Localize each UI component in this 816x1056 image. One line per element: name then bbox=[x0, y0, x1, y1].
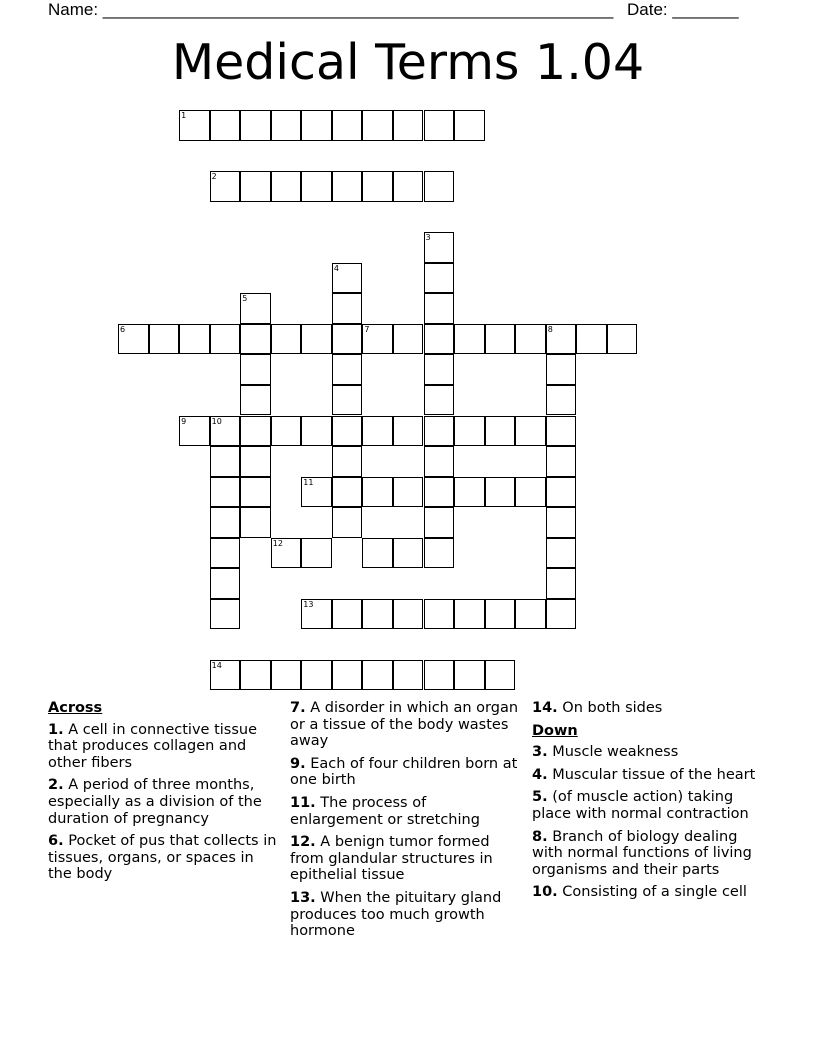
grid-cell[interactable] bbox=[332, 293, 363, 324]
grid-cell[interactable] bbox=[362, 477, 393, 508]
grid-cell[interactable] bbox=[240, 477, 271, 508]
down-clue-4 bbox=[532, 767, 772, 784]
grid-cell[interactable] bbox=[210, 599, 241, 630]
grid-cell[interactable] bbox=[179, 110, 210, 141]
grid-cell[interactable] bbox=[332, 660, 363, 691]
grid-cell[interactable] bbox=[485, 660, 516, 691]
grid-cell[interactable] bbox=[301, 110, 332, 141]
grid-cell[interactable] bbox=[271, 538, 302, 569]
grid-cell[interactable] bbox=[362, 110, 393, 141]
across-clue-9 bbox=[290, 756, 522, 789]
grid-cell[interactable] bbox=[271, 110, 302, 141]
grid-cell[interactable] bbox=[240, 171, 271, 202]
grid-cell[interactable] bbox=[515, 599, 546, 630]
down-clue-10 bbox=[532, 884, 772, 901]
grid-cell[interactable] bbox=[454, 660, 485, 691]
grid-cell[interactable] bbox=[393, 416, 424, 447]
across-clue-13 bbox=[290, 890, 522, 940]
grid-cell[interactable] bbox=[240, 110, 271, 141]
grid-cell[interactable] bbox=[424, 110, 455, 141]
cell-number: 9 bbox=[181, 416, 187, 426]
clue-number: 7. bbox=[290, 700, 306, 716]
grid-cell[interactable] bbox=[485, 477, 516, 508]
grid-cell[interactable] bbox=[271, 416, 302, 447]
across-clue-12 bbox=[290, 834, 522, 884]
grid-cell[interactable] bbox=[454, 416, 485, 447]
grid-cell[interactable] bbox=[515, 477, 546, 508]
grid-cell[interactable] bbox=[210, 110, 241, 141]
grid-cell[interactable] bbox=[485, 599, 516, 630]
across-clue-7 bbox=[290, 700, 522, 750]
across-clue-1 bbox=[48, 722, 280, 772]
cell-number: 13 bbox=[303, 599, 314, 609]
grid-cell[interactable] bbox=[210, 324, 241, 355]
grid-cell[interactable] bbox=[546, 599, 577, 630]
across-clue-6 bbox=[48, 833, 280, 883]
grid-cell[interactable] bbox=[271, 171, 302, 202]
clue-number: 5. bbox=[532, 789, 548, 806]
cell-number: 6 bbox=[120, 324, 126, 334]
grid-cell[interactable] bbox=[240, 416, 271, 447]
grid-cell[interactable] bbox=[210, 538, 241, 569]
grid-cell[interactable] bbox=[332, 354, 363, 385]
grid-cell[interactable] bbox=[393, 538, 424, 569]
clues-column-3 bbox=[532, 700, 772, 907]
clue-number: 11. bbox=[290, 794, 316, 811]
grid-cell[interactable] bbox=[210, 660, 241, 691]
cell-number: 3 bbox=[425, 233, 431, 243]
grid-cell[interactable] bbox=[393, 660, 424, 691]
clue-number: 14. bbox=[532, 700, 558, 716]
clue-number: 1. bbox=[48, 721, 64, 738]
clue-number: 13. bbox=[290, 889, 316, 906]
grid-cell[interactable] bbox=[301, 477, 332, 508]
clue-text: A disorder in which an organ or a tissue of the body wastes away bbox=[290, 700, 519, 750]
grid-cell[interactable] bbox=[424, 599, 455, 630]
clue-text: A period of three months, especially as a division of the duration of pregnancy bbox=[48, 777, 262, 827]
clue-text: (of muscle action) taking place with normal contraction bbox=[532, 789, 749, 822]
clue-number: 10. bbox=[532, 884, 558, 901]
cell-number: 12 bbox=[272, 538, 283, 548]
grid-cell[interactable] bbox=[546, 416, 577, 447]
grid-cell[interactable] bbox=[240, 385, 271, 416]
down-clue-5 bbox=[532, 789, 772, 822]
clue-text: When the pituitary gland produces too much growth hormone bbox=[290, 889, 502, 940]
grid-cell[interactable] bbox=[210, 446, 241, 477]
clue-text: Each of four children born at one birth bbox=[290, 755, 518, 789]
grid-cell[interactable] bbox=[393, 477, 424, 508]
clue-number: 4. bbox=[532, 766, 548, 783]
grid-cell[interactable] bbox=[301, 324, 332, 355]
grid-cell[interactable] bbox=[332, 477, 363, 508]
grid-cell[interactable] bbox=[301, 538, 332, 569]
grid-cell[interactable] bbox=[332, 507, 363, 538]
cell-number: 5 bbox=[242, 294, 248, 304]
grid-cell[interactable] bbox=[454, 110, 485, 141]
across-clue-14 bbox=[532, 700, 772, 717]
grid-cell[interactable] bbox=[424, 385, 455, 416]
grid-cell[interactable] bbox=[424, 293, 455, 324]
grid-cell[interactable] bbox=[362, 538, 393, 569]
clue-text: A benign tumor formed from glandular structures in epithelial tissue bbox=[290, 834, 493, 884]
across-heading: Across bbox=[48, 700, 103, 716]
cell-number: 10 bbox=[211, 416, 222, 426]
grid-cell[interactable] bbox=[362, 416, 393, 447]
cell-number: 2 bbox=[211, 172, 217, 182]
clue-text: Pocket of pus that collects in tissues, organs, or spaces in the body bbox=[48, 833, 277, 883]
grid-cell[interactable] bbox=[546, 568, 577, 599]
grid-cell[interactable] bbox=[362, 660, 393, 691]
cell-number: 8 bbox=[547, 324, 553, 334]
grid-cell[interactable] bbox=[546, 446, 577, 477]
grid-cell[interactable] bbox=[424, 477, 455, 508]
clue-number: 6. bbox=[48, 833, 64, 850]
grid-cell[interactable] bbox=[179, 324, 210, 355]
grid-cell[interactable] bbox=[332, 263, 363, 294]
clue-number: 8. bbox=[532, 828, 548, 845]
clue-number: 3. bbox=[532, 744, 548, 761]
clue-number: 9. bbox=[290, 755, 306, 772]
grid-cell[interactable] bbox=[362, 324, 393, 355]
grid-cell[interactable] bbox=[271, 324, 302, 355]
grid-cell[interactable] bbox=[332, 599, 363, 630]
grid-cell[interactable] bbox=[179, 416, 210, 447]
clue-text: Muscular tissue of the heart bbox=[552, 766, 756, 783]
grid-cell[interactable] bbox=[240, 446, 271, 477]
grid-cell[interactable] bbox=[332, 385, 363, 416]
grid-cell[interactable] bbox=[485, 416, 516, 447]
grid-cell[interactable] bbox=[424, 171, 455, 202]
cell-number: 14 bbox=[211, 660, 222, 670]
grid-cell[interactable] bbox=[485, 324, 516, 355]
date-field[interactable]: Date: _______ bbox=[627, 0, 739, 19]
grid-cell[interactable] bbox=[210, 416, 241, 447]
grid-cell[interactable] bbox=[362, 599, 393, 630]
grid-cell[interactable] bbox=[118, 324, 149, 355]
grid-cell[interactable] bbox=[454, 324, 485, 355]
grid-cell[interactable] bbox=[210, 507, 241, 538]
grid-cell[interactable] bbox=[393, 110, 424, 141]
grid-cell[interactable] bbox=[546, 477, 577, 508]
grid-cell[interactable] bbox=[332, 324, 363, 355]
across-clue-11 bbox=[290, 795, 522, 828]
grid-cell[interactable] bbox=[546, 385, 577, 416]
grid-cell[interactable] bbox=[424, 416, 455, 447]
grid-cell[interactable] bbox=[393, 171, 424, 202]
grid-cell[interactable] bbox=[362, 171, 393, 202]
grid-cell[interactable] bbox=[424, 660, 455, 691]
grid-cell[interactable] bbox=[149, 324, 180, 355]
cell-number: 4 bbox=[333, 263, 339, 273]
down-clue-3 bbox=[532, 744, 772, 761]
clue-text: Consisting of a single cell bbox=[562, 884, 747, 901]
grid-cell[interactable] bbox=[424, 324, 455, 355]
grid-cell[interactable] bbox=[240, 293, 271, 324]
grid-cell[interactable] bbox=[210, 477, 241, 508]
clue-text: The process of enlargement or stretching bbox=[290, 794, 480, 828]
grid-cell[interactable] bbox=[210, 171, 241, 202]
grid-cell[interactable] bbox=[546, 507, 577, 538]
grid-cell[interactable] bbox=[515, 324, 546, 355]
clues-column-1 bbox=[48, 700, 280, 889]
grid-cell[interactable] bbox=[454, 599, 485, 630]
grid-cell[interactable] bbox=[454, 477, 485, 508]
grid-cell[interactable] bbox=[393, 324, 424, 355]
grid-cell[interactable] bbox=[607, 324, 638, 355]
grid-cell[interactable] bbox=[424, 538, 455, 569]
grid-cell[interactable] bbox=[332, 446, 363, 477]
name-field[interactable]: Name: ______________________________________________________ bbox=[48, 0, 614, 19]
grid-cell[interactable] bbox=[240, 324, 271, 355]
grid-cell[interactable] bbox=[301, 416, 332, 447]
grid-cell[interactable] bbox=[424, 232, 455, 263]
clue-text: Muscle weakness bbox=[552, 744, 679, 761]
grid-cell[interactable] bbox=[546, 538, 577, 569]
grid-cell[interactable] bbox=[210, 568, 241, 599]
grid-cell[interactable] bbox=[301, 171, 332, 202]
grid-cell[interactable] bbox=[393, 599, 424, 630]
grid-cell[interactable] bbox=[301, 660, 332, 691]
grid-cell[interactable] bbox=[240, 354, 271, 385]
clues-column-2 bbox=[290, 700, 522, 946]
clue-text: On both sides bbox=[562, 700, 663, 716]
grid-cell[interactable] bbox=[546, 354, 577, 385]
cell-number: 11 bbox=[303, 477, 314, 487]
grid-cell[interactable] bbox=[301, 599, 332, 630]
down-heading: Down bbox=[532, 722, 578, 739]
grid-cell[interactable] bbox=[332, 110, 363, 141]
clue-number: 2. bbox=[48, 777, 64, 794]
grid-cell[interactable] bbox=[424, 354, 455, 385]
grid-cell[interactable] bbox=[240, 660, 271, 691]
grid-cell[interactable] bbox=[424, 263, 455, 294]
grid-cell[interactable] bbox=[424, 507, 455, 538]
clue-text: A cell in connective tissue that produces collagen and other fibers bbox=[48, 721, 258, 771]
grid-cell[interactable] bbox=[576, 324, 607, 355]
clue-text: Branch of biology dealing with normal functions of living organisms and their parts bbox=[532, 828, 752, 878]
across-clue-2 bbox=[48, 777, 280, 827]
grid-cell[interactable] bbox=[240, 507, 271, 538]
grid-cell[interactable] bbox=[424, 446, 455, 477]
cell-number: 7 bbox=[364, 324, 370, 334]
cell-number: 1 bbox=[181, 111, 187, 120]
grid-cell[interactable] bbox=[546, 324, 577, 355]
grid-cell[interactable] bbox=[332, 416, 363, 447]
grid-cell[interactable] bbox=[271, 660, 302, 691]
down-clue-8 bbox=[532, 829, 772, 879]
page-title: Medical Terms 1.04 bbox=[171, 34, 645, 91]
clue-number: 12. bbox=[290, 834, 316, 851]
grid-cell[interactable] bbox=[515, 416, 546, 447]
grid-cell[interactable] bbox=[332, 171, 363, 202]
